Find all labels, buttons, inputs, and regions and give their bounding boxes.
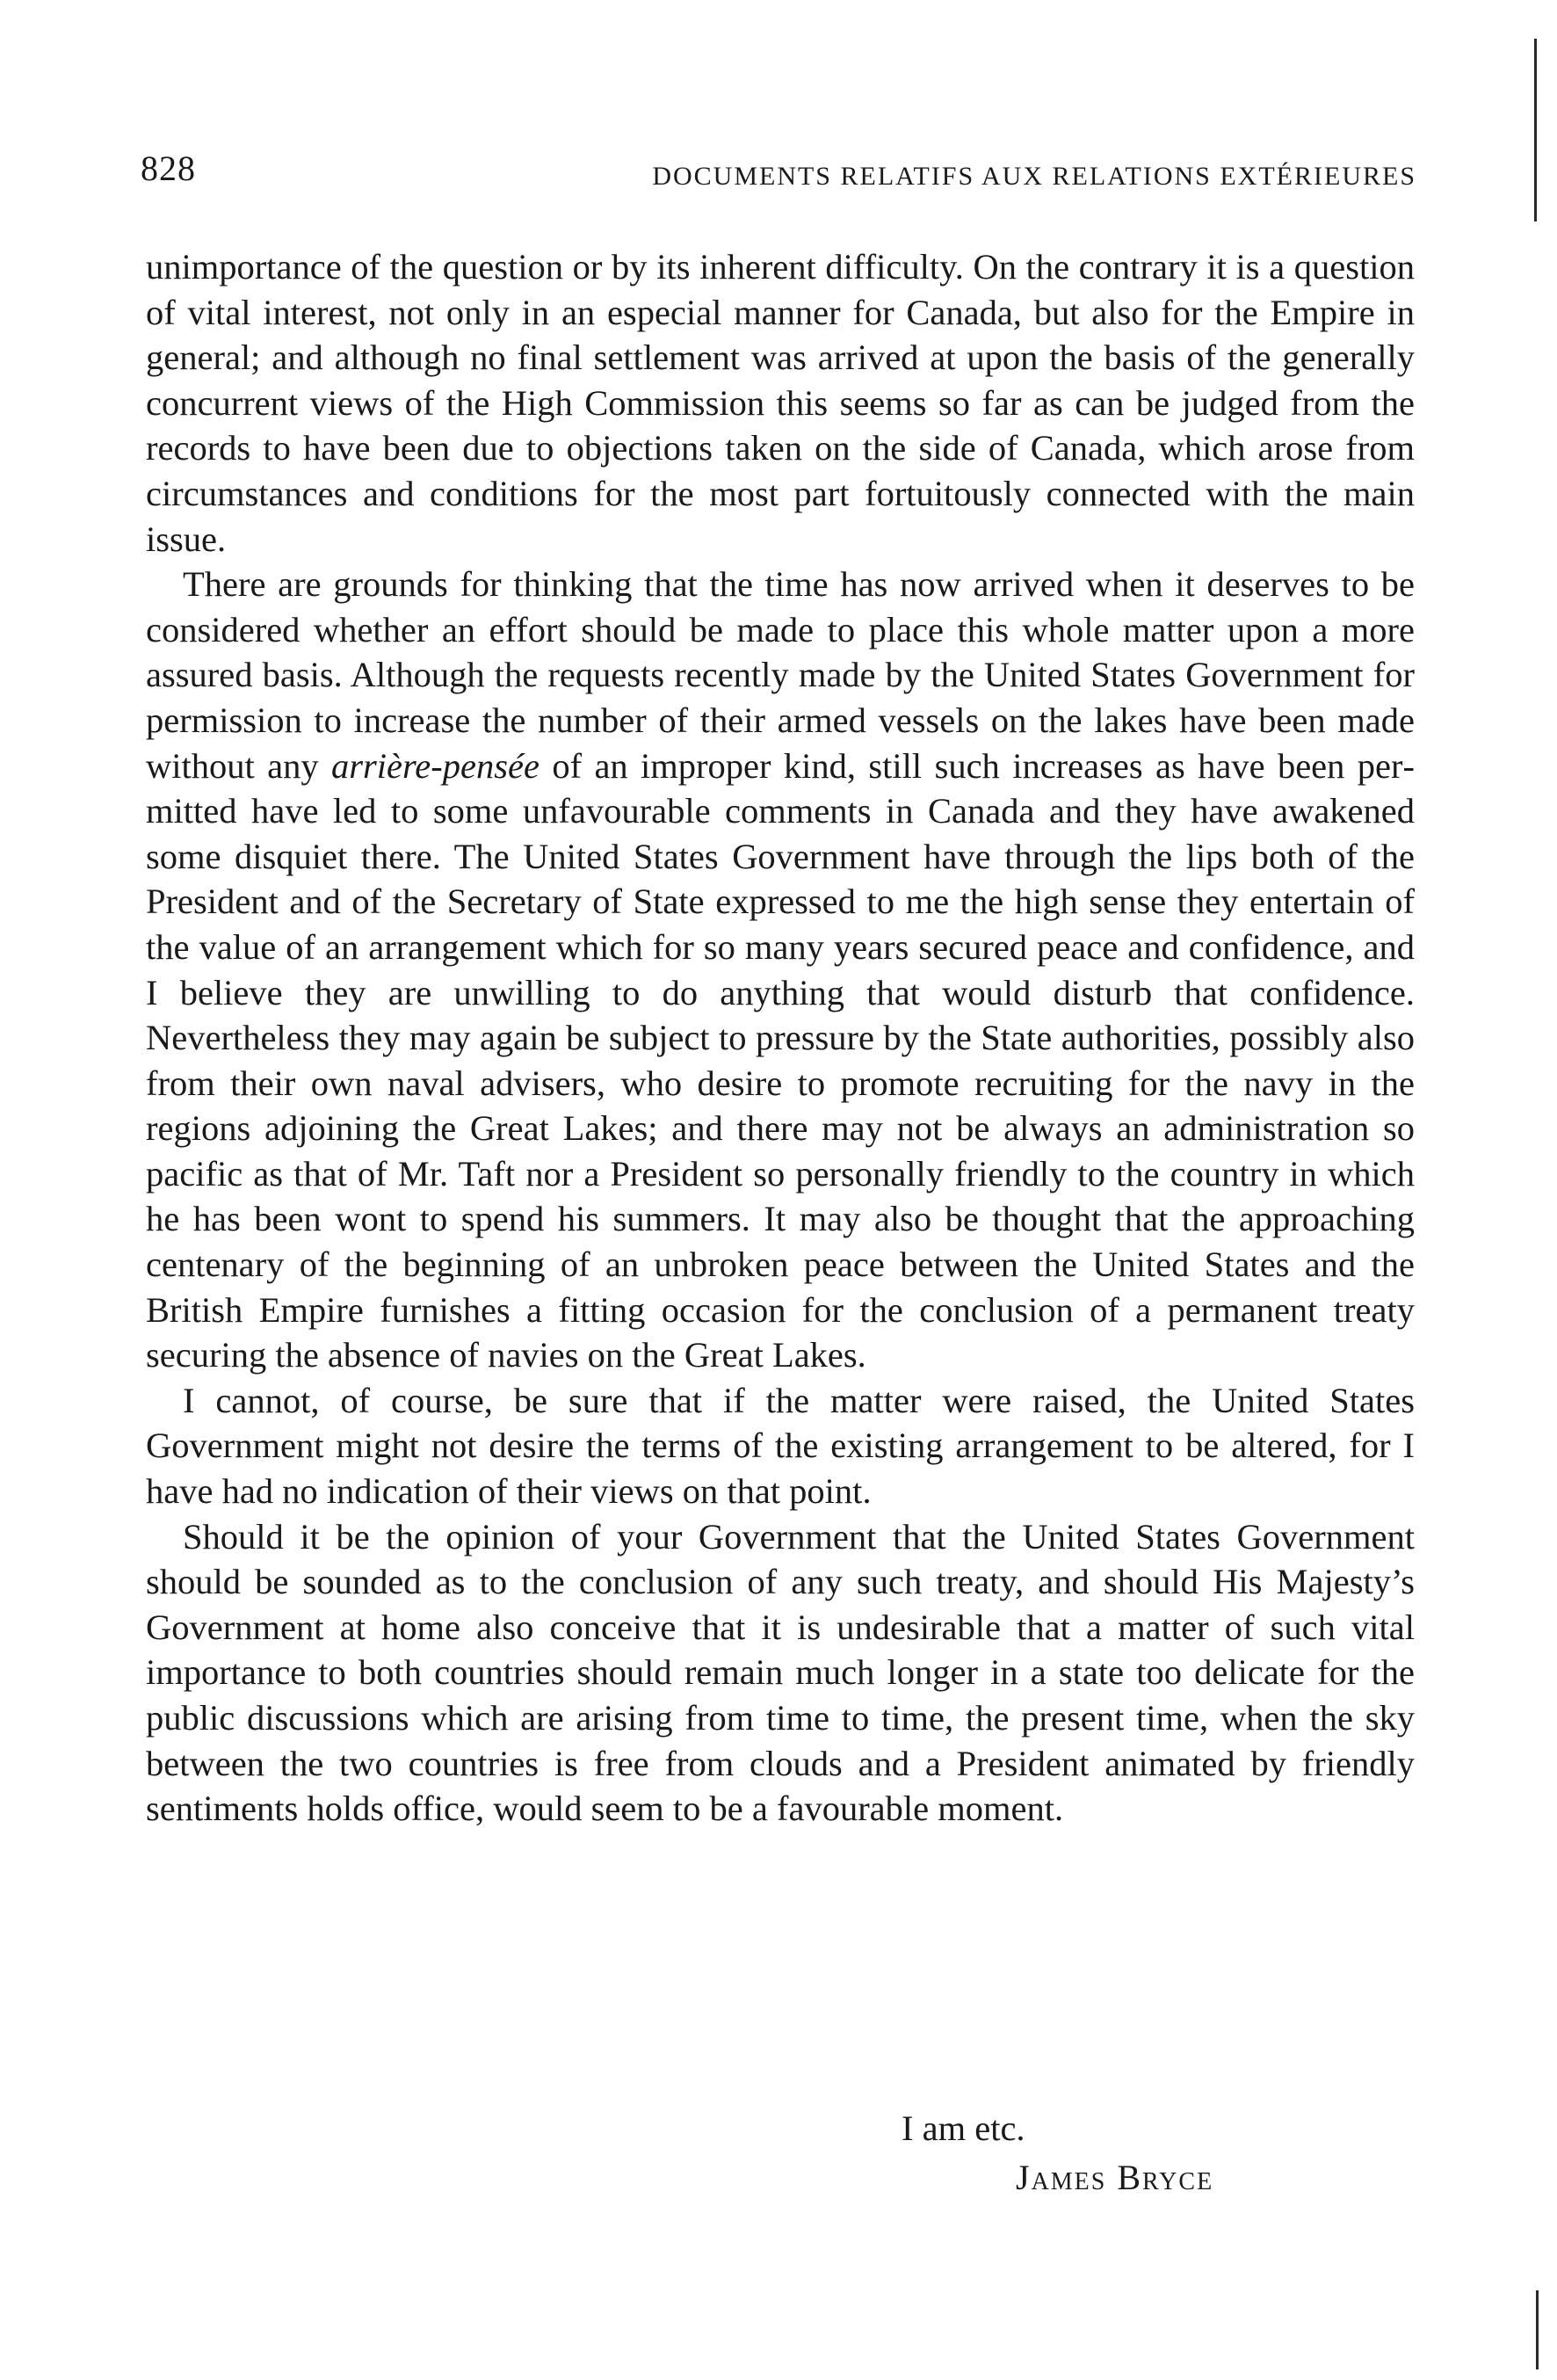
scan-edge-mark-top bbox=[1534, 39, 1537, 221]
signature: James Bryce bbox=[1016, 2158, 1214, 2197]
paragraph-4: Should it be the opinion of your Government that the United States Government should be sounded as to the conclusion of any such treaty, and should His Majesty’s Government at home also conceive that it is undesirable that a matter of such vital importance to both countries should remain much longer in a state too delicate for the public discussions which are arising from time to time, the present time, when the sky between the two countries is free from clouds and a President animated by friendly sentiments holds office, would seem to be a favourable moment. bbox=[146, 1516, 1415, 1829]
letter-body bbox=[146, 244, 1415, 1832]
scan-edge-mark-bottom bbox=[1536, 2290, 1539, 2369]
closing-salutation: I am etc. bbox=[902, 2108, 1025, 2148]
running-head bbox=[141, 148, 1416, 200]
running-title: DOCUMENTS RELATIFS AUX RELATIONS EXTÉRIEURES bbox=[652, 162, 1416, 191]
paragraph-3: I cannot, of course, be sure that if the matter were raised, the United States Government might not desire the terms of the existing arrangement to be altered, for I have had no indication of their views on that point. bbox=[146, 1380, 1415, 1512]
paragraph-2-text-b: of an improper kind, still such increases as have been permitted have led to some unfavourable comments in Canada and they have awakened some disquiet there. The United States Government have through the lips both of the President and of the Secretary of State expressed to me the high sense they entertain of the value of an arrangement which for so many years secured peace and confidence, and I believe they are unwilling to do anything that would disturb that confidence. Nevertheless they may again be subject to pressure by the State authorities, possibly also from their own naval advisers, who desire to promote recruiting for the navy in the regions adjoining the Great Lakes; and there may not be always an administration so pacific as that of Mr. Taft nor a President so personally friendly to the country in which he has been wont to spend his summers. It may also be thought that the approaching centenary of the beginning of an unbroken peace between the United States and the British Empire furnishes a fitting occasion for the conclusion of a permanent treaty securing the absence of navies on the Great Lakes. bbox=[146, 745, 1415, 1375]
italic-phrase: arrière-pensée bbox=[331, 745, 540, 786]
paragraph-2 bbox=[146, 562, 1415, 1378]
page-number: 828 bbox=[141, 149, 196, 188]
paragraph-2-text-a: There are grounds for thinking that the time has now arrived when it deserves to be considered whether an effort should be made to place this whole matter upon a more assured basis. Although the requests recently made by the United States Government for permission to increase the number of their armed vessels on the lakes have been made without any bbox=[146, 564, 1415, 786]
paragraph-1: unimportance of the question or by its inherent difficulty. On the contrary it is a question of vital interest, not only in an especial manner for Canada, but also for the Empire in general; and although no final settlement was arrived at upon the basis of the generally concurrent views of the High Commission this seems so far as can be judged from the records to have been due to objections taken on the side of Canada, which arose from circumstances and conditions for the most part fortuitously connected with the main issue. bbox=[146, 247, 1415, 559]
